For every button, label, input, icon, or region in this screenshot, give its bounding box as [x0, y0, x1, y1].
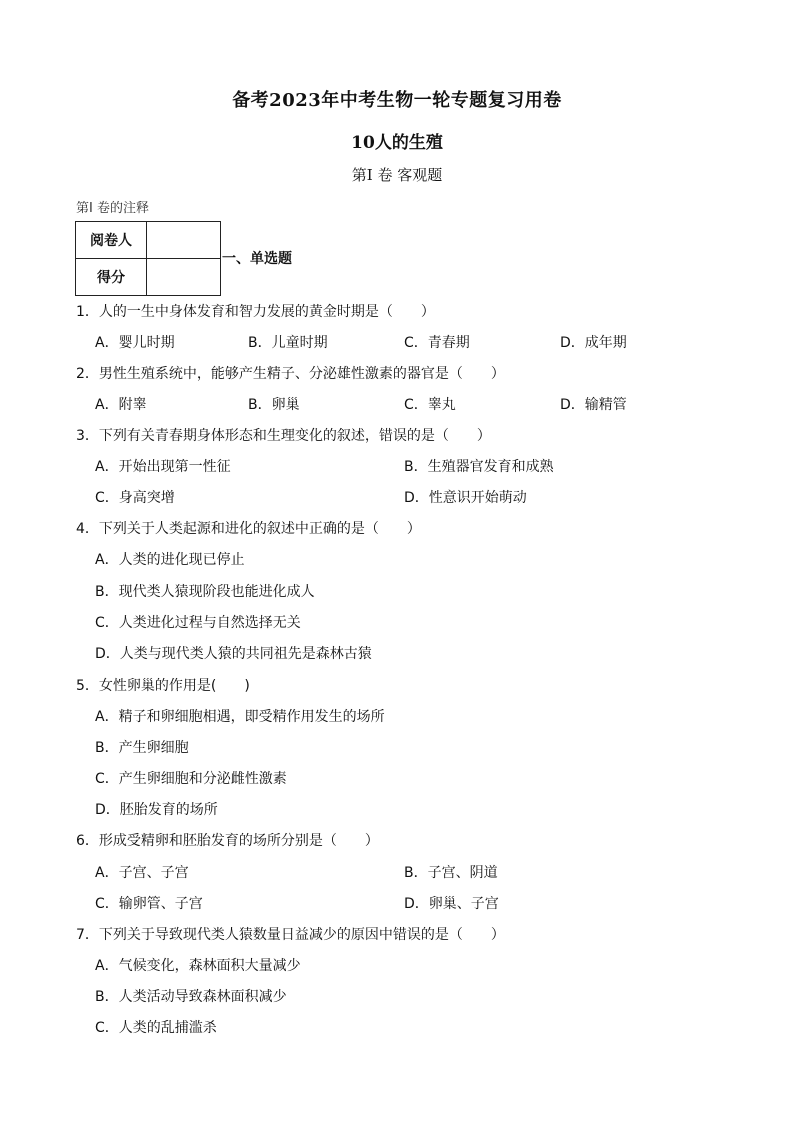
option-3c: C．身高突增	[95, 490, 175, 506]
question-7: 7．下列关于导致现代类人猿数量日益减少的原因中错误的是（ ）	[76, 927, 505, 943]
option-4a: A．人类的进化现已停止	[95, 552, 245, 568]
option-1d: D．成年期	[560, 335, 627, 351]
volume-note: 第Ⅰ 卷的注释	[76, 201, 149, 216]
score-label: 得分	[76, 259, 147, 296]
option-5d: D．胚胎发育的场所	[95, 802, 218, 818]
option-1a: A．婴儿时期	[95, 335, 175, 351]
reviewer-cell	[147, 222, 221, 259]
reviewer-label: 阅卷人	[76, 222, 147, 259]
option-4d: D．人类与现代类人猿的共同祖先是森林古猿	[95, 646, 372, 662]
section-heading: 一、单选题	[222, 251, 292, 267]
option-2c: C．睾丸	[404, 397, 456, 413]
option-2d: D．输精管	[560, 397, 627, 413]
chapter-title: 10人的生殖	[351, 133, 443, 153]
option-2b: B．卵巢	[248, 397, 300, 413]
option-7c: C．人类的乱捕滥杀	[95, 1020, 217, 1036]
volume-title: 第Ⅰ 卷 客观题	[351, 166, 443, 184]
option-5b: B．产生卵细胞	[95, 740, 189, 756]
option-3a: A．开始出现第一性征	[95, 459, 231, 475]
option-1b: B．儿童时期	[248, 335, 328, 351]
option-6c: C．输卵管、子宫	[95, 896, 203, 912]
score-cell	[147, 259, 221, 296]
option-1c: C．青春期	[404, 335, 470, 351]
question-4: 4．下列关于人类起源和进化的叙述中正确的是（ ）	[76, 521, 421, 537]
option-4b: B．现代类人猿现阶段也能进化成人	[95, 584, 315, 600]
option-5a: A．精子和卵细胞相遇，即受精作用发生的场所	[95, 709, 385, 725]
option-7b: B．人类活动导致森林面积减少	[95, 989, 287, 1005]
option-6a: A．子宫、子宫	[95, 865, 189, 881]
option-5c: C．产生卵细胞和分泌雌性激素	[95, 771, 287, 787]
question-6: 6．形成受精卵和胚胎发育的场所分别是（ ）	[76, 833, 379, 849]
question-2: 2．男性生殖系统中，能够产生精子、分泌雄性激素的器官是（ ）	[76, 366, 505, 382]
question-5: 5．女性卵巢的作用是( )	[76, 678, 250, 694]
option-3b: B．生殖器官发育和成熟	[404, 459, 554, 475]
option-3d: D．性意识开始萌动	[404, 490, 527, 506]
option-4c: C．人类进化过程与自然选择无关	[95, 615, 301, 631]
score-table	[75, 221, 221, 296]
option-6d: D．卵巢、子宫	[404, 896, 499, 912]
question-1: 1．人的一生中身体发育和智力发展的黄金时期是（ ）	[76, 304, 435, 320]
option-7a: A．气候变化，森林面积大量减少	[95, 958, 301, 974]
exam-title: 备考2023年中考生物一轮专题复习用卷	[232, 90, 562, 111]
option-2a: A．附睾	[95, 397, 147, 413]
question-3: 3．下列有关青春期身体形态和生理变化的叙述，错误的是（ ）	[76, 428, 491, 444]
option-6b: B．子宫、阴道	[404, 865, 498, 881]
